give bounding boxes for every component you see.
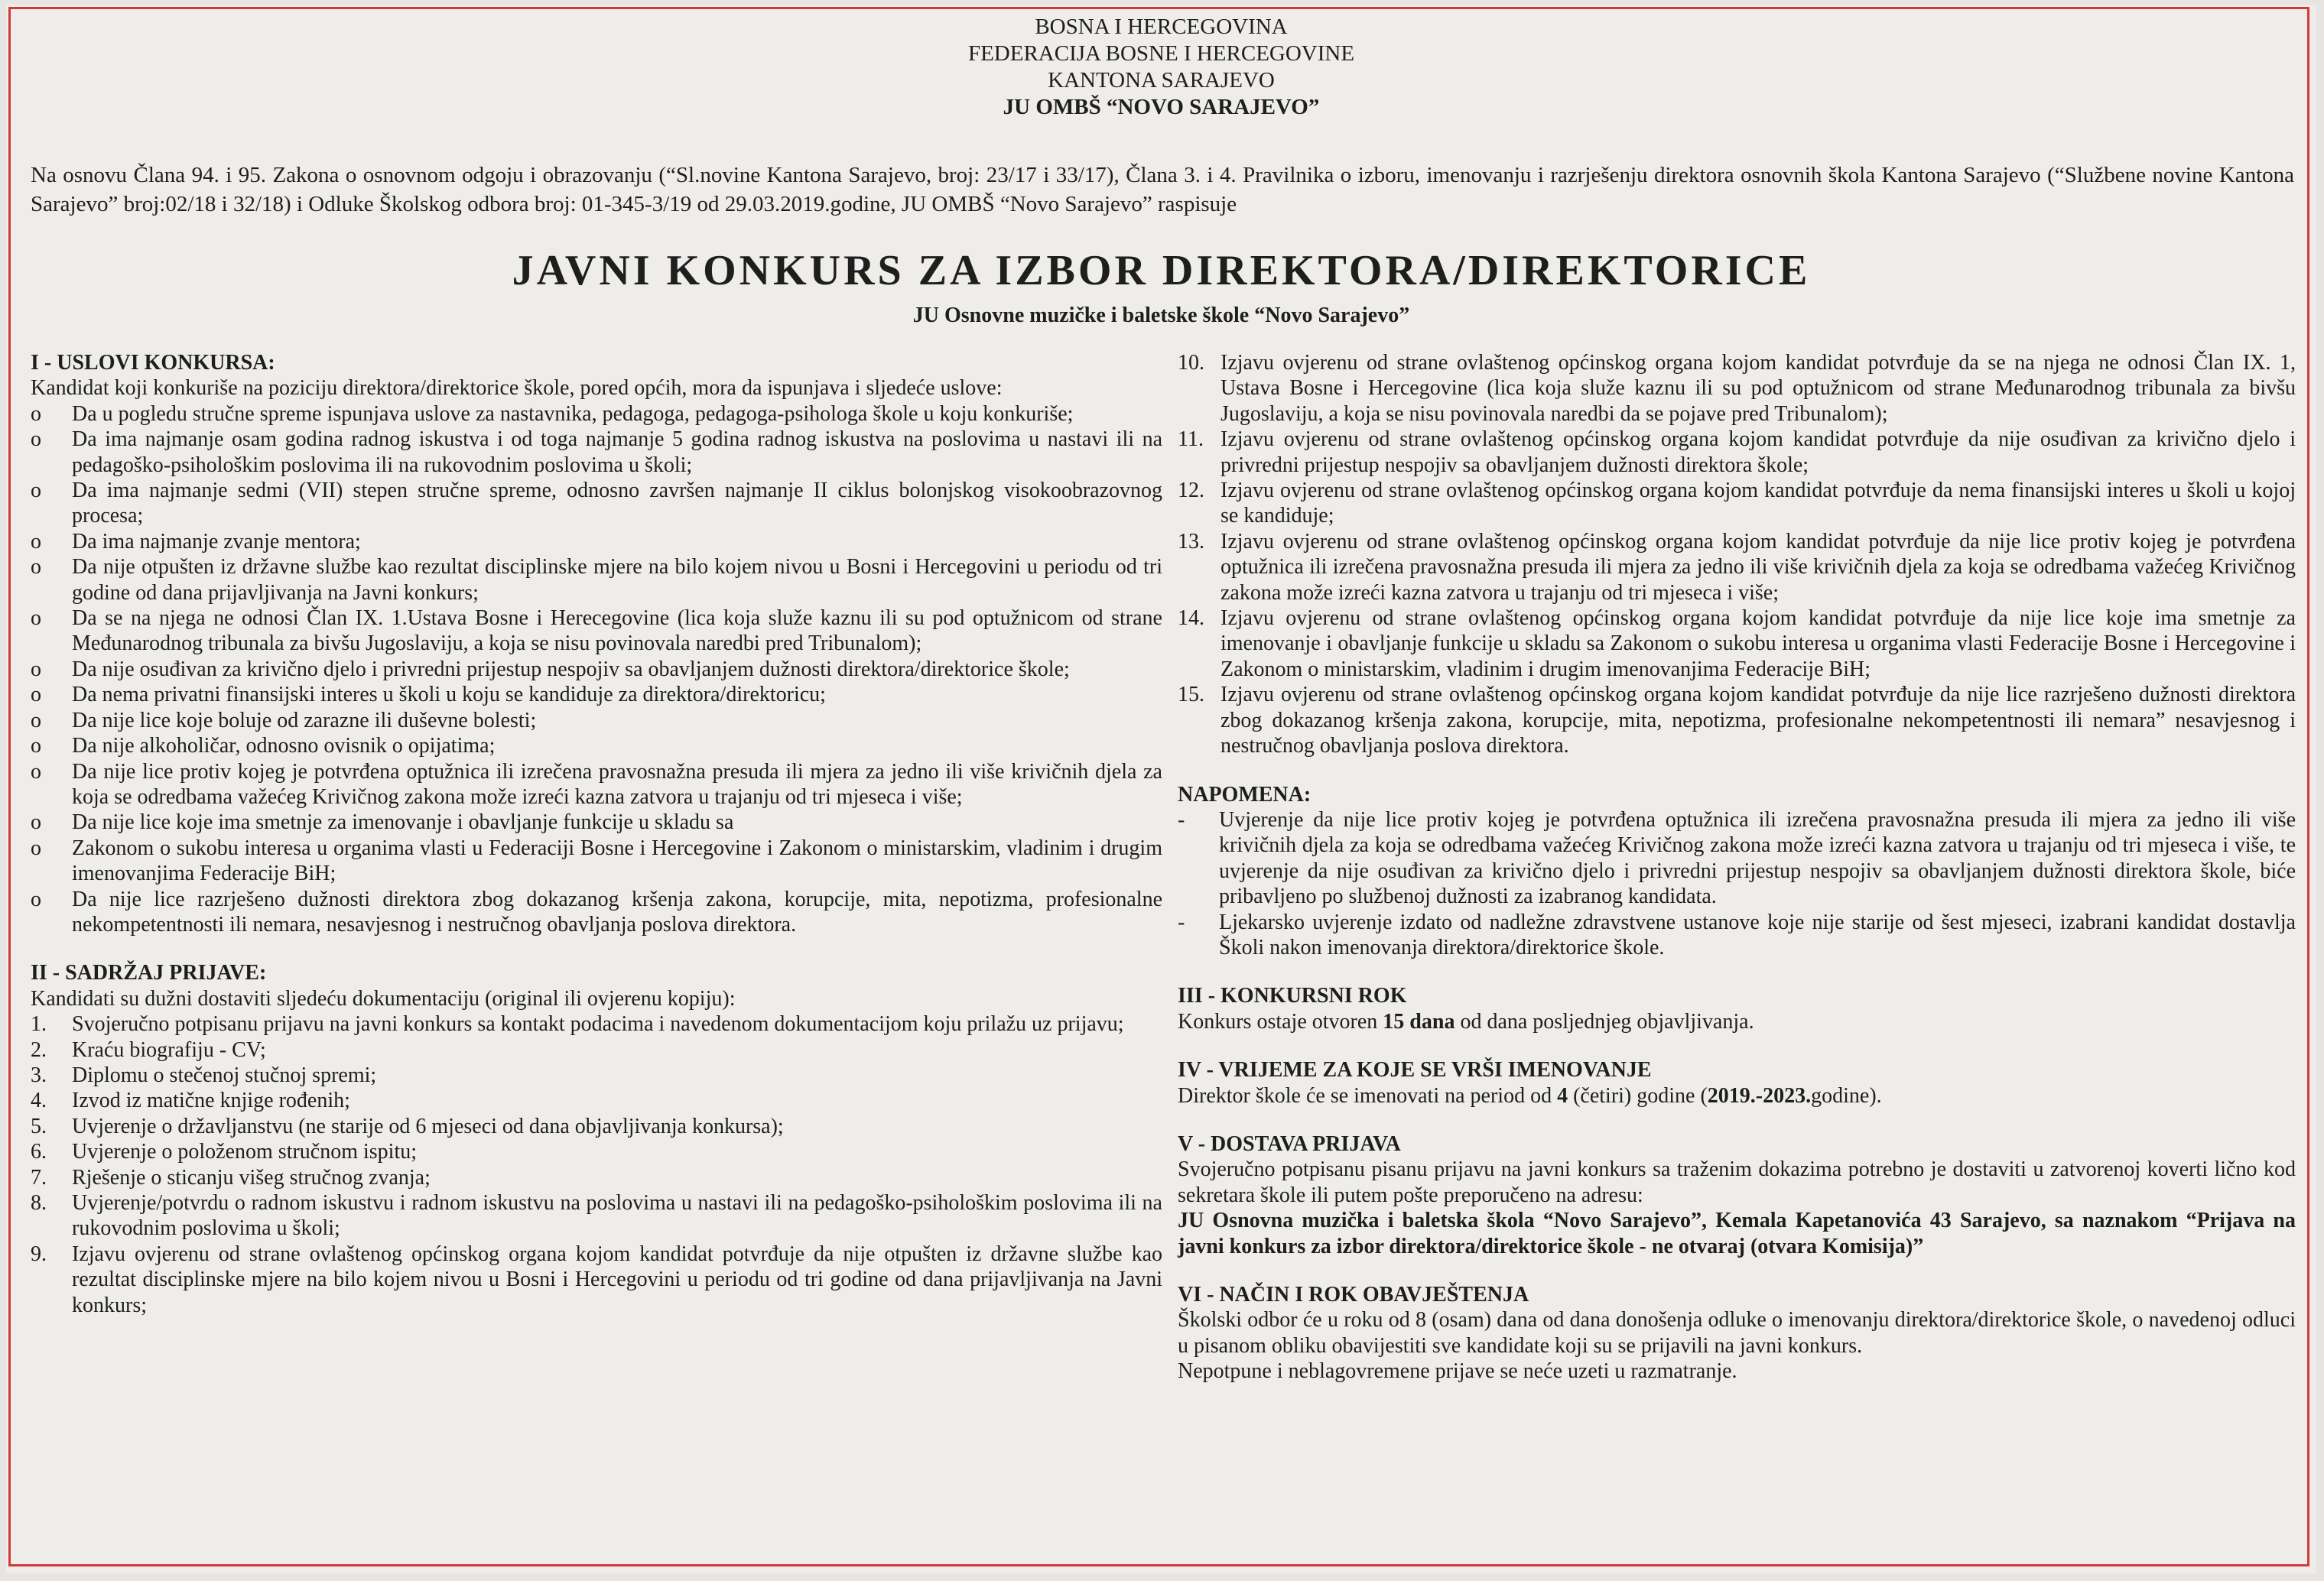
list-item: o Da nije lice razrješeno dužnosti direktora zbog dokazanog kršenja zakona, korupcije, mita, nepotizma, profesionalne nekompetentnosti ili nemara, nesavjesnog i nestručnog obavljanja poslova direktora. bbox=[31, 887, 1162, 937]
item-number: 13. bbox=[1178, 529, 1204, 554]
item-number: 15. bbox=[1178, 683, 1204, 707]
bullet-marker: o bbox=[31, 401, 41, 426]
list-item: 2. Kraću biografiju - CV; bbox=[31, 1037, 266, 1062]
item-number: 1. bbox=[31, 1012, 47, 1037]
dash-marker: - bbox=[1178, 910, 1185, 934]
item-number: 2. bbox=[31, 1037, 47, 1062]
item-number: 12. bbox=[1178, 479, 1204, 503]
uslovi-list bbox=[31, 401, 1162, 938]
newspaper-page bbox=[6, 5, 2316, 1573]
bullet-marker: o bbox=[31, 734, 41, 758]
section-rok-heading: III - KONKURSNI ROK bbox=[1178, 984, 1407, 1008]
item-number: 9. bbox=[31, 1242, 47, 1266]
list-item: 11. Izjavu ovjerenu od strane ovlaštenog općinskog organa kojom kandidat potvrđuje da nije osuđivan za krivično djelo i privredni prijestup nespojiv sa obavljanjem dužnosti direktora škole; bbox=[1178, 427, 2296, 477]
bullet-marker: o bbox=[31, 759, 41, 784]
section-rok-text: Konkurs ostaje otvoren 15 dana od dana posljednjeg objavljivanja. bbox=[1178, 1009, 1754, 1034]
bullet-marker: o bbox=[31, 708, 41, 732]
list-item: 1. Svojeručno potpisanu prijavu na javni konkurs sa kontakt podacima i navedenom dokumentacijom koju prilažu uz prijavu; bbox=[31, 1012, 1124, 1037]
item-number: 5. bbox=[31, 1114, 47, 1138]
institution-header bbox=[6, 14, 2316, 121]
section-napomena-heading: NAPOMENA: bbox=[1178, 782, 1312, 807]
item-number: 7. bbox=[31, 1165, 47, 1190]
header-canton: KANTONA SARAJEVO bbox=[1048, 68, 1275, 93]
section-obavjestenja-note: Nepotpune i neblagovremene prijave se neće uzeti u razmatranje. bbox=[1178, 1359, 1737, 1384]
item-number: 4. bbox=[31, 1089, 47, 1113]
bullet-marker: o bbox=[31, 529, 41, 554]
header-federation: FEDERACIJA BOSNE I HERCEGOVINE bbox=[967, 41, 1355, 66]
bullet-marker: o bbox=[31, 555, 41, 579]
list-item: o Da ima najmanje osam godina radnog iskustva i od toga najmanje 5 godina radnog iskustva na poslovima u nastavi ili na pedagoško-psihološkim poslovima ili na rukovodnim poslovima u školi; bbox=[31, 427, 1162, 477]
list-item: o Da se na njega ne odnosi Član IX. 1.Ustava Bosne i Herecegovine (lica koja služe kaznu ili su pod optužnicom od strane Međunarodnog tribunala za bivšu Jugoslaviju, a koja se nisu povinovala naredbi pred Tribunalom); bbox=[31, 606, 1162, 656]
list-item: o Da nije otpušten iz državne službe kao rezultat disciplinske mjere na bilo kojem nivou u Bosni i Hercegovini u periodu od tri godine od dana prijavljivanja na Javni konkurs; bbox=[31, 555, 1162, 605]
list-item: o Da u pogledu stručne spreme ispunjava uslove za nastavnika, pedagoga, pedagoga-psihologa škole u koju konkuriše; bbox=[31, 401, 1074, 426]
sadrzaj-list-right bbox=[1178, 350, 2296, 759]
napomena-list bbox=[1178, 807, 2296, 960]
list-item: o Da ima najmanje zvanje mentora; bbox=[31, 529, 361, 554]
list-item: 5. Uvjerenje o državljanstvu (ne starije od 6 mjeseci od dana objavljivanja konkursa); bbox=[31, 1114, 784, 1138]
list-item: o Da nije lice koje ima smetnje za imenovanje i obavljanje funkcije u skladu sa bbox=[31, 810, 734, 835]
section-dostava-text: Svojeručno potpisanu pisanu prijavu na javni konkurs sa traženim dokazima potrebno je dostaviti u zatvorenoj koverti lično kod sekretara škole ili putem pošte preporučeno na adresu: bbox=[1178, 1157, 2296, 1207]
list-item: o Da nije alkoholičar, odnosno ovisnik o opijatima; bbox=[31, 734, 496, 758]
bullet-marker: o bbox=[31, 836, 41, 860]
bullet-marker: o bbox=[31, 606, 41, 631]
right-column bbox=[1178, 350, 2296, 1385]
item-number: 11. bbox=[1178, 427, 1204, 452]
header-school: JU OMBŠ “NOVO SARAJEVO” bbox=[1003, 95, 1320, 119]
section-uslovi-lead: Kandidat koji konkuriše na poziciju direktora/direktorice škole, pored općih, mora da ispunjava i sljedeće uslove: bbox=[31, 376, 1003, 401]
bullet-marker: o bbox=[31, 479, 41, 503]
bullet-marker: o bbox=[31, 887, 41, 911]
bullet-marker: o bbox=[31, 657, 41, 681]
list-item: 8. Uvjerenje/potvrdu o radnom iskustvu i radnom iskustvu na poslovima u nastavi ili na pedagoško-psihološkim poslovima ili na rukovodnim poslovima u školi; bbox=[31, 1191, 1162, 1241]
bullet-marker: o bbox=[31, 810, 41, 835]
list-item: - Ljekarsko uvjerenje izdato od nadležne zdravstvene ustanove koje nije starije od šest mjeseci, izabrani kandidat dostavlja Školi nakon imenovanja direktora/direktorice škole. bbox=[1178, 910, 2296, 959]
intro-paragraph: Na osnovu Člana 94. i 95. Zakona o osnovnom odgoju i obrazovanju (“Sl.novine Kantona Sarajevo, broj: 23/17 i 33/17), Člana 3. i 4. Pravilnika o izboru, imenovanju i razrješenju direktora osnovnih škola Kantona Sarajevo (“Službene novine Kantona Sarajevo” broj:02/18 i 32/18) i Odluke Školskog odbora broj: 01-345-3/19 od 29.03.2019.godine, JU OMBŠ “Novo Sarajevo” raspisuje bbox=[31, 163, 2294, 216]
section-sadrzaj-heading: II - SADRŽAJ PRIJAVE: bbox=[31, 961, 267, 985]
left-column bbox=[31, 350, 1162, 1318]
list-item: 15. Izjavu ovjerenu od strane ovlaštenog općinskog organa kojom kandidat potvrđuje da nije lice razrješeno dužnosti direktora zbog dokazanog kršenja zakona, korupcije, mita, nepotizma, profesionalne nekompetentnosti ili nemara” nesavjesnog i nestručnog obavljanja poslova direktora. bbox=[1178, 683, 2296, 758]
bullet-marker: o bbox=[31, 683, 41, 707]
list-item: 4. Izvod iz matične knjige rođenih; bbox=[31, 1089, 350, 1113]
sadrzaj-list-left bbox=[31, 1011, 1162, 1318]
item-number: 3. bbox=[31, 1063, 47, 1087]
list-item: 7. Rješenje o sticanju višeg stručnog zvanja; bbox=[31, 1165, 431, 1190]
section-imenovanje-heading: IV - VRIJEME ZA KOJE SE VRŠI IMENOVANJE bbox=[1178, 1058, 1652, 1083]
bullet-marker: o bbox=[31, 427, 41, 452]
list-item: o Da ima najmanje sedmi (VII) stepen stručne spreme, odnosno završen najmanje II ciklus bolonjskog visokoobrazovnog procesa; bbox=[31, 479, 1162, 528]
list-item: o Da nije lice koje boluje od zarazne ili duševne bolesti; bbox=[31, 708, 537, 732]
list-item: o Da nije lice protiv kojeg je potvrđena optužnica ili izrečena pravosnažna presuda ili mjera za jedno ili više krivičnih djela za koja se odredbama važećeg Krivičnog zakona može izreći kazna zatvora u trajanju od tri mjeseca i više; bbox=[31, 759, 1162, 809]
dash-marker: - bbox=[1178, 807, 1185, 832]
list-item: o Da nije osuđivan za krivično djelo i privredni prijestup nespojiv sa obavljanjem dužnosti direktora/direktorice škole; bbox=[31, 657, 1070, 681]
section-obavjestenja-text: Školski odbor će u roku od 8 (osam) dana od dana donošenja odluke o imenovanju direktora/direktorice škole, o navedenoj odluci u pisanom obliku obavijestiti sve kandidate koji su se prijavili na javni konkurs. bbox=[1178, 1308, 2296, 1358]
section-dostava-address: JU Osnovna muzička i baletska škola “Novo Sarajevo”, Kemala Kapetanovića 43 Sarajevo, sa naznakom “Prijava na javni konkurs za izbor direktora/direktorice škole - ne otvaraj (otvara Komisija)” bbox=[1178, 1209, 2296, 1258]
page-subtitle: JU Osnovne muzičke i baletske škole “Novo Sarajevo” bbox=[912, 304, 1410, 327]
section-sadrzaj-lead: Kandidati su dužni dostaviti sljedeću dokumentaciju (original ili ovjerenu kopiju): bbox=[31, 986, 736, 1011]
list-item: 10. Izjavu ovjerenu od strane ovlaštenog općinskog organa kojom kandidat potvrđuje da se na njega ne odnosi Član IX. 1, Ustava Bosne i Hercegovine (lica koja služe kaznu ili su pod optužnicom od strane Međunarodnog tribunala za bivšu Jugoslaviju, a koja se nisu povinovala naredbi da se pojave pred Tribunalom); bbox=[1178, 351, 2296, 426]
list-item: 13. Izjavu ovjerenu od strane ovlaštenog općinskog organa kojom kandidat potvrđuje da nije lice protiv kojeg je potvrđena optužnica ili izrečena pravosnažna presuda ili mjera za jedno ili više krivičnih djela za koja se odredbama važećeg Krivičnog zakona može izreći kazna zatvora u trajanju od tri mjeseca i više; bbox=[1178, 529, 2296, 605]
list-item: o Zakonom o sukobu interesa u organima vlasti u Federaciji Bosne i Hercegovine i Zakonom o ministarskim, vladinim i drugim imenovanjima Federacije BiH; bbox=[31, 836, 1162, 886]
item-number: 10. bbox=[1178, 351, 1204, 375]
list-item: o Da nema privatni finansijski interes u školi u koju se kandiduje za direktora/direktoricu; bbox=[31, 683, 826, 707]
list-item: 12. Izjavu ovjerenu od strane ovlaštenog općinskog organa kojom kandidat potvrđuje da nema finansijski interes u školi u kojoj se kandiduje; bbox=[1178, 479, 2296, 528]
section-imenovanje-text: Direktor škole će se imenovati na period od 4 (četiri) godine (2019.-2023.godine). bbox=[1178, 1083, 1882, 1108]
list-item: 14. Izjavu ovjerenu od strane ovlaštenog općinskog organa kojom kandidat potvrđuje da nije lice koje ima smetnje za imenovanje i obavljanje funkcije u skladu sa Zakonom o sukobu interesa u organima vlasti Federacije Bosne i Hercegovine i Zakonom o ministarskim, vladinim i drugim imenovanjima Federacije BiH; bbox=[1178, 606, 2296, 681]
section-uslovi-heading: I - USLOVI KONKURSA: bbox=[31, 351, 275, 375]
list-item: - Uvjerenje da nije lice protiv kojeg je potvrđena optužnica ili izrečena pravosnažna presuda ili mjera za jedno ili više krivičnih djela za koja se odredbama važećeg Krivičnog zakona može izreći kazna zatvora u trajanju od tri mjeseca i više, te uvjerenje da nije osuđivan za krivično djelo i privredni prijestup nespojiv sa obavljanjem dužnosti direktora škole, biće pribavljeno po službenoj dužnosti za izabranog kandidata. bbox=[1178, 807, 2296, 909]
list-item: 6. Uvjerenje o položenom stručnom ispitu; bbox=[31, 1140, 418, 1164]
item-number: 6. bbox=[31, 1140, 47, 1164]
list-item: 3. Diplomu o stečenoj stučnoj spremi; bbox=[31, 1063, 377, 1087]
section-dostava-heading: V - DOSTAVA PRIJAVA bbox=[1178, 1131, 1401, 1156]
list-item: 9. Izjavu ovjerenu od strane ovlaštenog općinskog organa kojom kandidat potvrđuje da nije otpušten iz državne službe kao rezultat disciplinske mjere na bilo kojem nivou u Bosni i Hercegovini u periodu od tri godine od dana prijavljivanja na Javni konkurs; bbox=[31, 1242, 1162, 1317]
page-title: JAVNI KONKURS ZA IZBOR DIREKTORA/DIREKTORICE bbox=[512, 247, 1811, 294]
section-obavjestenja-heading: VI - NAČIN I ROK OBAVJEŠTENJA bbox=[1178, 1283, 1529, 1307]
item-number: 14. bbox=[1178, 606, 1204, 631]
header-country: BOSNA I HERCEGOVINA bbox=[1035, 15, 1288, 39]
item-number: 8. bbox=[31, 1191, 47, 1215]
